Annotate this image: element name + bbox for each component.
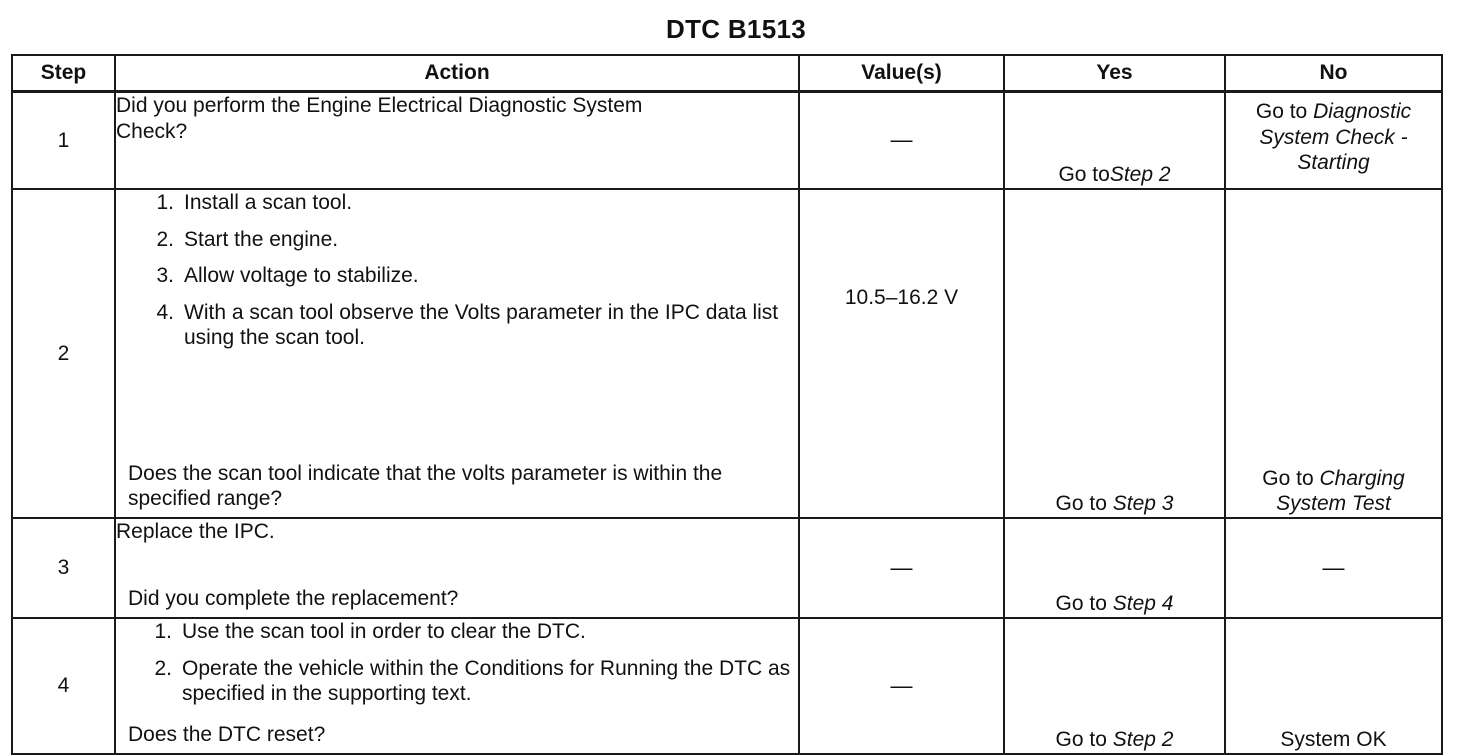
action-cell — [115, 618, 799, 754]
yes-cell — [1004, 518, 1225, 618]
action-cell — [115, 92, 799, 190]
value-cell — [799, 92, 1004, 190]
yes-prefix: Go to — [1055, 592, 1107, 616]
no-reference-link[interactable]: Diagnostic System Check - Starting — [1259, 100, 1412, 175]
list-item-text: Allow voltage to stabilize. — [184, 264, 419, 288]
step-number: 2 — [12, 189, 115, 518]
list-item — [140, 190, 798, 216]
yes-prefix: Go to — [1058, 163, 1110, 187]
yes-step-link[interactable]: Step 2 — [1109, 163, 1171, 187]
yes-step-link[interactable]: Step 3 — [1112, 492, 1174, 516]
list-item-text: Use the scan tool in order to clear the DTC. — [182, 620, 586, 643]
action-question: Did you complete the replacement? — [128, 587, 459, 611]
header-value: Value(s) — [799, 55, 1004, 92]
value-text: 10.5–16.2 V — [844, 286, 959, 309]
value-cell — [799, 189, 1004, 518]
yes-cell — [1004, 189, 1225, 518]
yes-step-link[interactable]: Step 4 — [1112, 592, 1174, 616]
action-cell — [115, 518, 799, 618]
list-item-number: 2. — [154, 656, 172, 680]
yes-cell — [1004, 92, 1225, 190]
list-item — [140, 300, 798, 351]
yes-step-link[interactable]: Step 2 — [1112, 728, 1174, 752]
action-question: Does the DTC reset? — [128, 723, 326, 747]
list-item — [140, 227, 798, 253]
yes-prefix: Go to — [1055, 492, 1107, 516]
dtc-table — [11, 54, 1443, 755]
action-question: Does the scan tool indicate that the volts parameter is within the specified range? — [128, 461, 723, 511]
no-prefix: Go to — [1255, 100, 1308, 123]
step-number: 3 — [12, 518, 115, 618]
list-item — [140, 263, 798, 289]
value-text: — — [890, 672, 913, 698]
list-item-number: 4. — [156, 300, 174, 324]
no-cell — [1225, 189, 1442, 518]
yes-prefix: Go to — [1055, 728, 1107, 752]
no-cell — [1225, 92, 1442, 190]
list-item — [138, 656, 798, 707]
list-item-text: Install a scan tool. — [184, 191, 353, 214]
yes-cell — [1004, 618, 1225, 754]
header-step: Step — [12, 55, 115, 92]
table-row — [12, 518, 1442, 618]
step-number: 4 — [12, 618, 115, 754]
table-row — [12, 189, 1442, 518]
action-question: Did you perform the Engine Electrical Diagnostic System Check? — [116, 94, 643, 143]
page-title: DTC B1513 — [666, 14, 806, 44]
value-text: — — [890, 554, 913, 580]
list-item-number: 1. — [154, 620, 172, 643]
list-item-text: With a scan tool observe the Volts parameter in the IPC data list using the scan tool. — [184, 300, 779, 350]
list-item-text: Operate the vehicle within the Conditions for Running the DTC as specified in the supporting text. — [182, 656, 791, 706]
no-cell — [1225, 618, 1442, 754]
no-prefix: Go to — [1262, 466, 1314, 490]
action-steps-list — [116, 619, 798, 707]
list-item-number: 1. — [156, 191, 174, 214]
no-text: — — [1322, 554, 1345, 580]
value-cell — [799, 618, 1004, 754]
no-text: System OK — [1280, 728, 1387, 752]
step-number: 1 — [12, 92, 115, 190]
list-item-number: 2. — [156, 227, 174, 251]
list-item-text: Start the engine. — [184, 227, 339, 251]
table-row — [12, 618, 1442, 754]
header-row — [12, 55, 1442, 92]
action-cell — [115, 189, 799, 518]
header-yes: Yes — [1004, 55, 1225, 92]
header-action: Action — [115, 55, 799, 92]
no-cell — [1225, 518, 1442, 618]
value-text: — — [890, 127, 913, 153]
header-no: No — [1225, 55, 1442, 92]
list-item — [138, 619, 798, 645]
action-instruction: Replace the IPC. — [116, 520, 275, 543]
list-item-number: 3. — [156, 264, 174, 288]
action-steps-list — [116, 190, 798, 351]
value-cell — [799, 518, 1004, 618]
no-reference-link[interactable]: Charging System Test — [1276, 466, 1405, 516]
table-row — [12, 92, 1442, 190]
